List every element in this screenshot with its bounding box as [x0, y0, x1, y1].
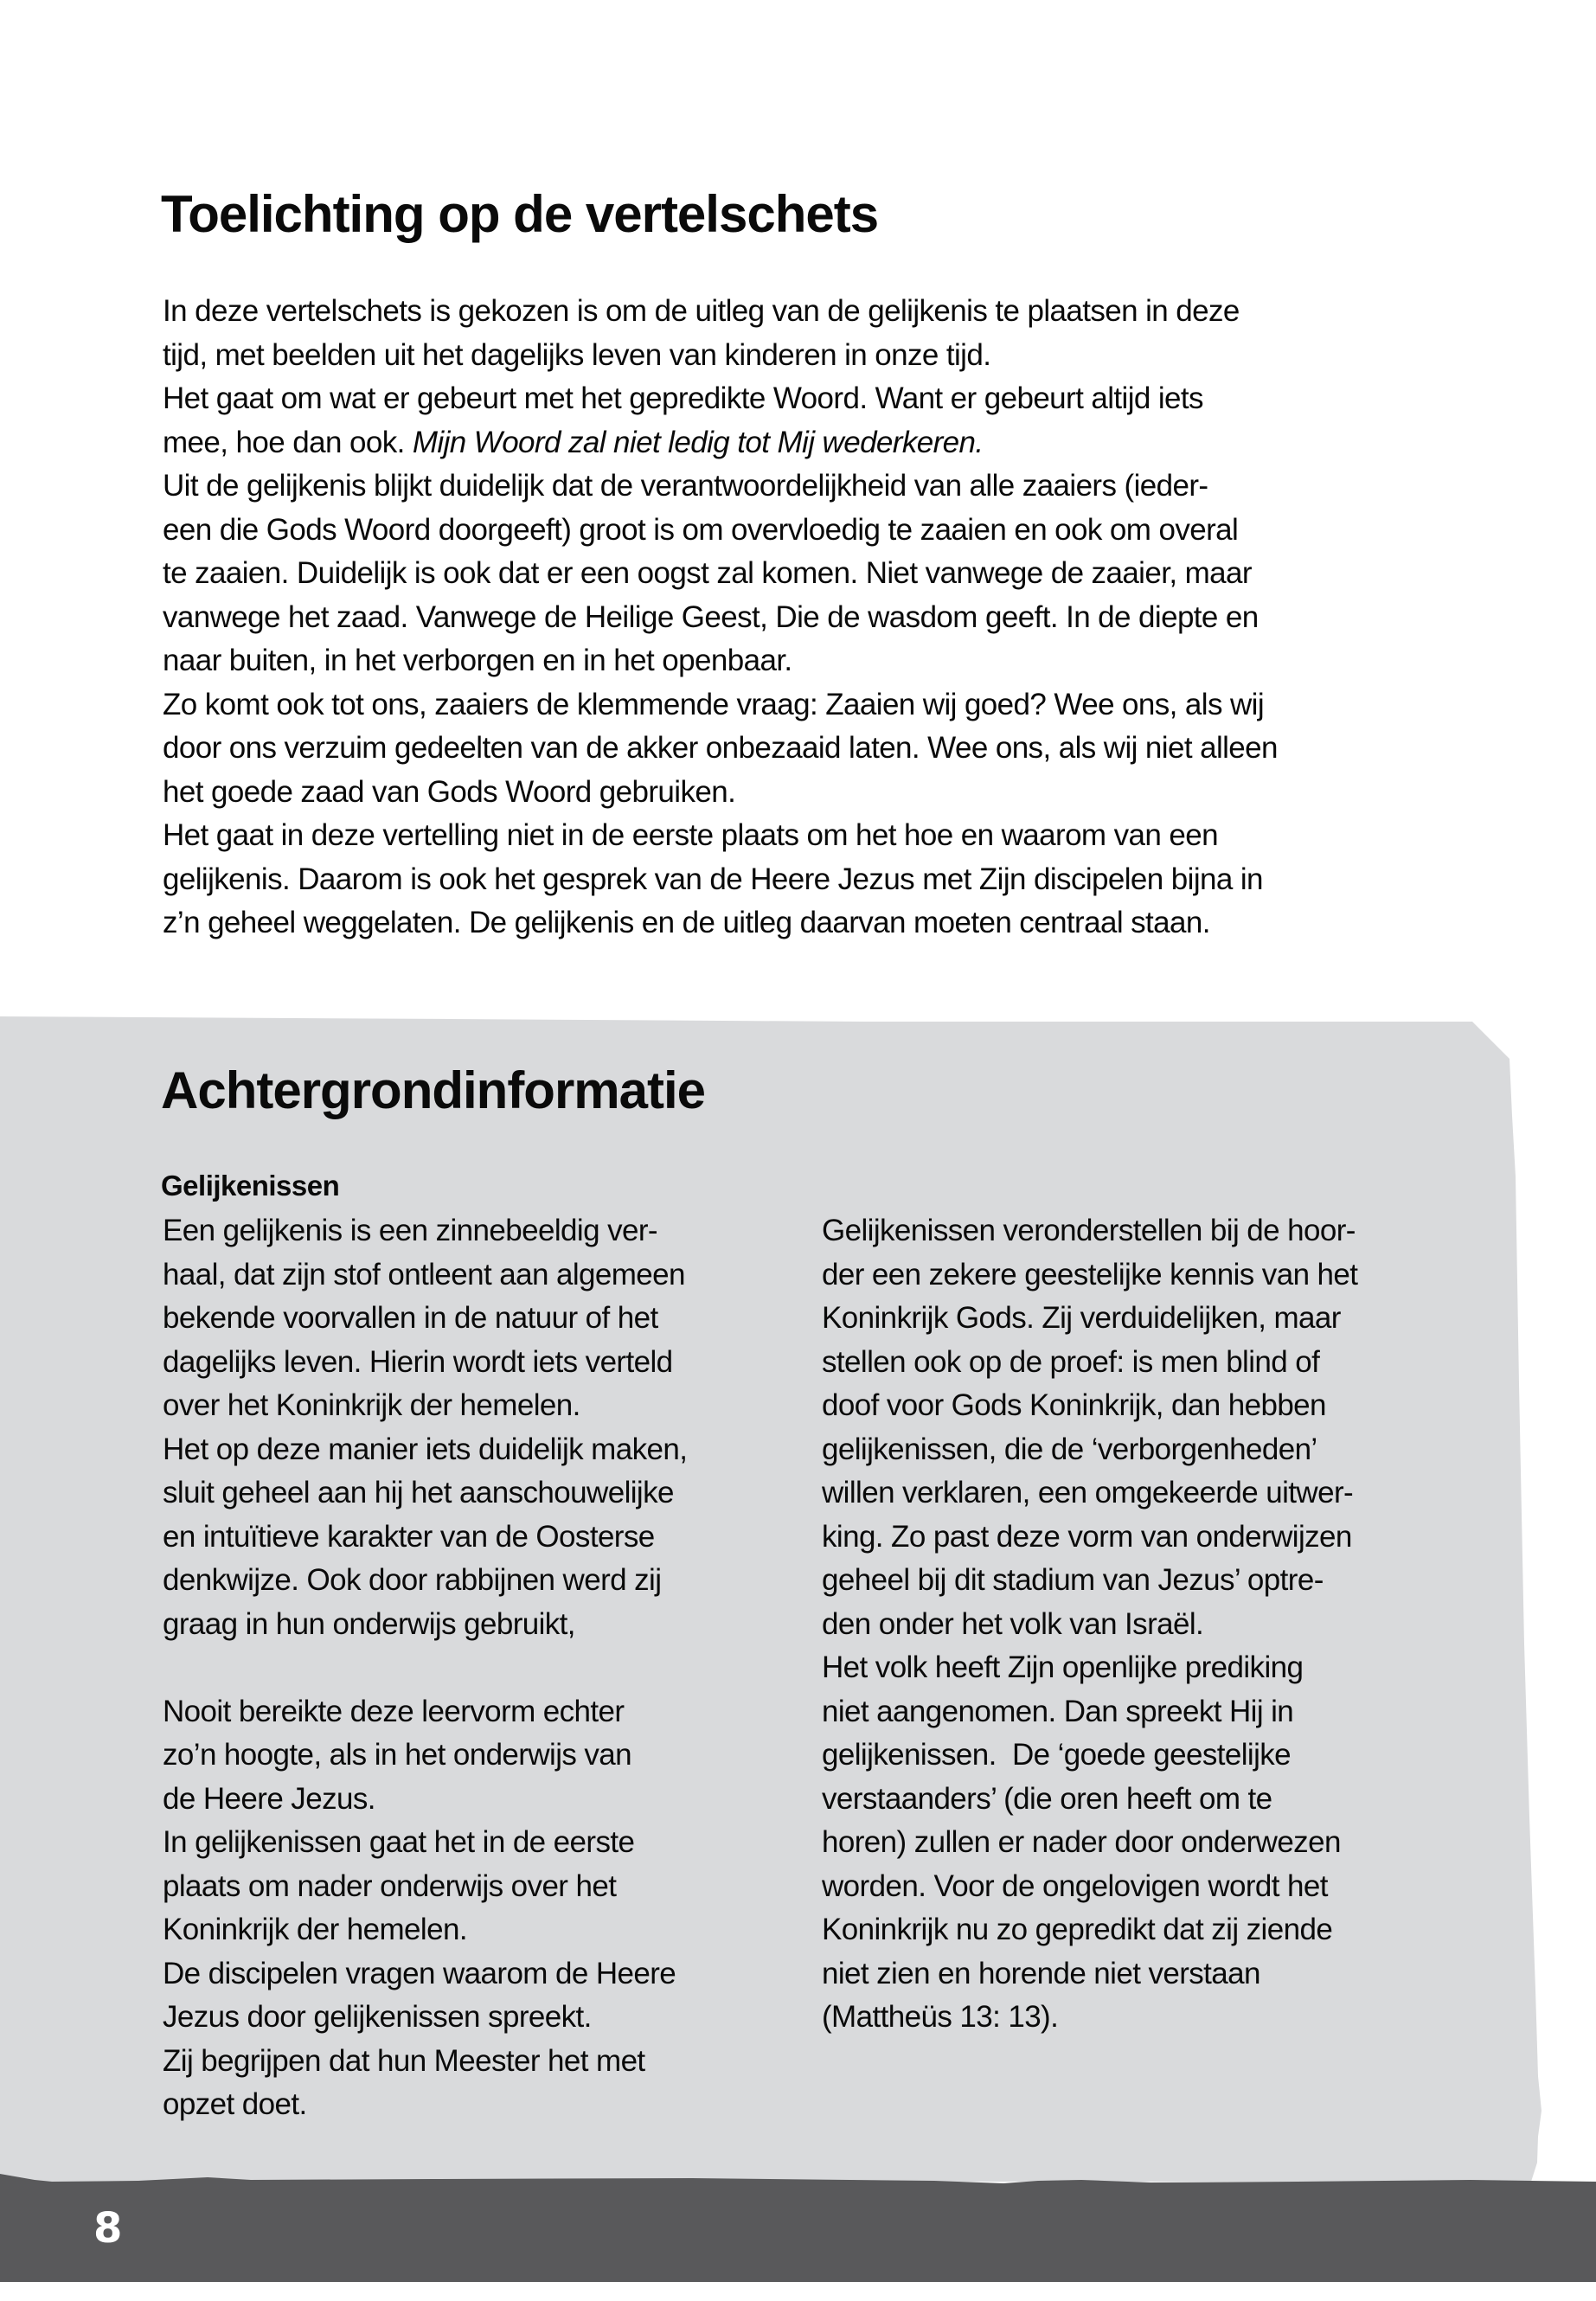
- text-line: Gelijkenissen veronderstellen bij de hoor-: [822, 1214, 1356, 1247]
- text-line: [163, 552, 1278, 596]
- footer-band: [0, 2174, 1596, 2282]
- text-run: gelijkenis. Daarom is ook het gesprek van de Heere Jezus met Zijn discipelen bijna in: [163, 862, 1263, 896]
- text-line: haal, dat zijn stof ontleent aan algemeen: [163, 1257, 685, 1292]
- right-column: [822, 1209, 1357, 2040]
- text-line: [163, 509, 1278, 553]
- text-line: de Heere Jezus.: [163, 1781, 375, 1816]
- text-line: king. Zo past deze vorm van onderwijzen: [822, 1519, 1352, 1554]
- text-line: [163, 639, 1278, 683]
- text-line: verstaanders’ (die oren heeft om te: [822, 1781, 1272, 1816]
- text-line: doof voor Gods Koninkrijk, dan hebben: [822, 1388, 1326, 1422]
- page-number: 8: [93, 2204, 123, 2253]
- text-line: over het Koninkrijk der hemelen.: [163, 1388, 580, 1422]
- text-line: [163, 814, 1278, 858]
- text-line: dagelijks leven. Hierin wordt iets verteld: [163, 1344, 673, 1379]
- text-line: Zij begrijpen dat hun Meester het met: [163, 2043, 645, 2078]
- section-title-toelichting: Toelichting op de vertelschets: [161, 185, 879, 243]
- text-line: en intuïtieve karakter van de Oosterse: [163, 1519, 655, 1554]
- text-line: Koninkrijk der hemelen.: [163, 1913, 467, 1946]
- text-line: [163, 727, 1278, 771]
- text-line: Een gelijkenis is een zinnebeeldig ver-: [163, 1214, 657, 1247]
- text-line: [163, 377, 1278, 421]
- text-line: den onder het volk van Israël.: [822, 1606, 1204, 1641]
- text-line: [163, 596, 1278, 640]
- text-run: Uit de gelijkenis blijkt duidelijk dat de verantwoordelijkheid van alle zaaiers (ieder-: [163, 469, 1208, 503]
- text-run: mee, hoe dan ook.: [163, 425, 413, 459]
- text-line: stellen ook op de proef: is men blind of: [822, 1344, 1320, 1379]
- text-line: Het op deze manier iets duidelijk maken,: [163, 1432, 688, 1466]
- text-line: gelijkenissen. De ‘goede geestelijke: [822, 1738, 1292, 1772]
- text-run: door ons verzuim gedeelten van de akker onbezaaid laten. Wee ons, als wij niet alleen: [163, 731, 1278, 765]
- text-run: te zaaien. Duidelijk is ook dat er een oogst zal komen. Niet vanwege de zaaier, maar: [163, 556, 1252, 590]
- text-line: De discipelen vragen waarom de Heere: [163, 1956, 676, 1990]
- text-run: een die Gods Woord doorgeeft) groot is om overvloedig te zaaien en ook om overal: [163, 512, 1239, 547]
- scripture-reference: (Mattheüs 13: 13).: [822, 2000, 1059, 2034]
- subheading-gelijkenissen: Gelijkenissen: [161, 1170, 340, 1202]
- text-line: sluit geheel aan hij het aanschouwelijke: [163, 1476, 674, 1509]
- text-line: willen verklaren, een omgekeerde uitwer-: [822, 1476, 1354, 1509]
- text-run: Zo komt ook tot ons, zaaiers de klemmende vraag: Zaaien wij goed? Wee ons, als wij: [163, 687, 1265, 721]
- text-line: [163, 334, 1278, 378]
- blank-line: [163, 1646, 687, 1690]
- text-line: bekende voorvallen in de natuur of het: [163, 1301, 658, 1335]
- text-line: Koninkrijk nu zo gepredikt dat zij ziende: [822, 1913, 1333, 1946]
- text-line: gelijkenissen, die de ‘verborgenheden’: [822, 1432, 1317, 1466]
- text-line: In gelijkenissen gaat het in de eerste: [163, 1825, 635, 1859]
- text-line: [163, 290, 1278, 334]
- left-column: [163, 1209, 687, 2127]
- text-line: [163, 858, 1278, 902]
- text-line: opzet doet.: [163, 2087, 307, 2121]
- text-line: der een zekere geestelijke kennis van het: [822, 1257, 1358, 1292]
- text-line: [163, 683, 1278, 727]
- text-run: vanwege het zaad. Vanwege de Heilige Geest, Die de wasdom geeft. In de diepte en: [163, 599, 1259, 634]
- text-run: naar buiten, in het verborgen en in het openbaar.: [163, 644, 792, 677]
- section-title-achtergrondinformatie: Achtergrondinformatie: [161, 1061, 706, 1119]
- text-line: Koninkrijk Gods. Zij verduidelijken, maar: [822, 1301, 1341, 1335]
- text-line: geheel bij dit stadium van Jezus’ optre-: [822, 1563, 1324, 1597]
- section1-paragraph: [163, 290, 1278, 945]
- text-run: tijd, met beelden uit het dagelijks leven van kinderen in onze tijd.: [163, 337, 991, 372]
- text-line: horen) zullen er nader door onderwezen: [822, 1825, 1341, 1859]
- text-line: [163, 771, 1278, 815]
- text-run: In deze vertelschets is gekozen is om de uitleg van de gelijkenis te plaatsen in deze: [163, 294, 1240, 328]
- scripture-quote-italic: Mijn Woord zal niet ledig tot Mij wederkeren.: [412, 425, 984, 459]
- text-line: Het volk heeft Zijn openlijke prediking: [822, 1650, 1304, 1684]
- text-line: niet aangenomen. Dan spreekt Hij in: [822, 1694, 1294, 1728]
- text-line: niet zien en horende niet verstaan: [822, 1956, 1260, 1990]
- text-run: het goede zaad van Gods Woord gebruiken.: [163, 774, 736, 809]
- text-run: z’n geheel weggelaten. De gelijkenis en de uitleg daarvan moeten centraal staan.: [163, 906, 1210, 939]
- text-run: Het gaat in deze vertelling niet in de eerste plaats om het hoe en waarom van een: [163, 818, 1218, 852]
- text-line: graag in hun onderwijs gebruikt,: [163, 1606, 575, 1641]
- text-line: Nooit bereikte deze leervorm echter: [163, 1694, 625, 1728]
- text-run: Het gaat om wat er gebeurt met het gepredikte Woord. Want er gebeurt altijd iets: [163, 381, 1203, 415]
- text-line: [163, 901, 1278, 945]
- text-line: zo’n hoogte, als in het onderwijs van: [163, 1738, 632, 1772]
- text-line: denkwijze. Ook door rabbijnen werd zij: [163, 1563, 662, 1597]
- text-line: plaats om nader onderwijs over het: [163, 1868, 617, 1903]
- text-line: [163, 465, 1278, 509]
- text-line: worden. Voor de ongelovigen wordt het: [822, 1868, 1328, 1903]
- text-line: Jezus door gelijkenissen spreekt.: [163, 2000, 592, 2034]
- text-line: [163, 421, 1278, 465]
